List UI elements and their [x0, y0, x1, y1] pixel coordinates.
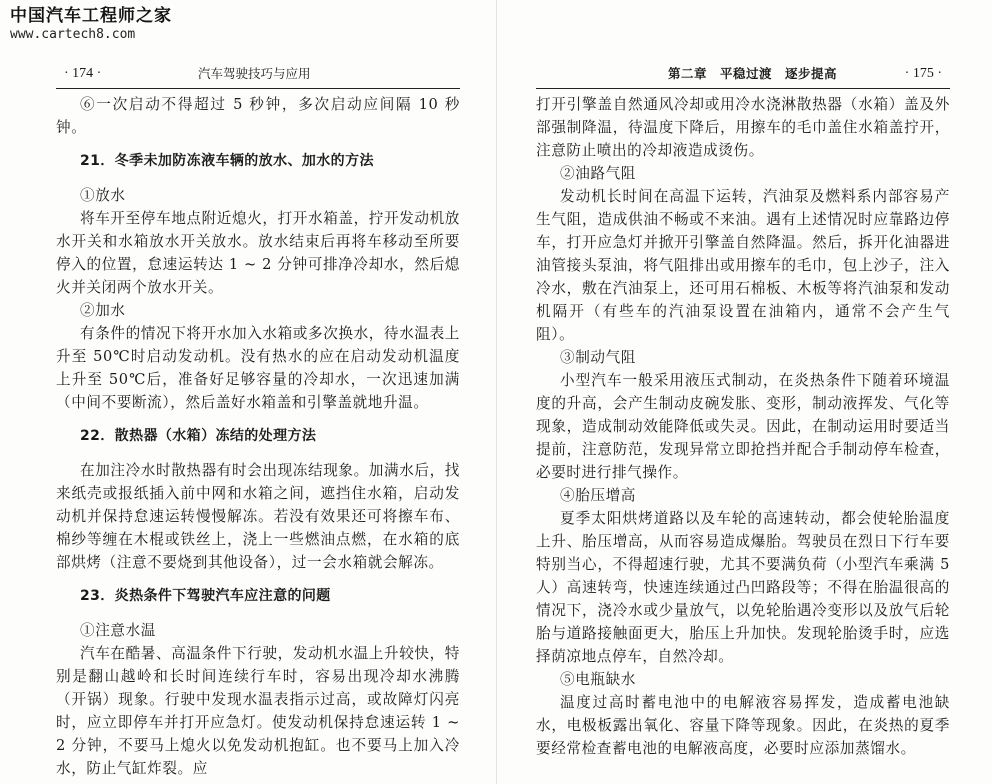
left-running-head	[56, 60, 460, 89]
paragraph: 汽车在酷暑、高温条件下行驶，发动机水温上升较快，特别是翻山越岭和长时间连续行车时，容易出现冷却水沸腾（开锅）现象。行驶中发现水温表指示过高，或故障灯闪亮时，应立即停车并打开应急灯。使发动机保持怠速运转 1 ~ 2 分钟，不要马上熄火以免发动机抱缸。也不要马上加入冷水，防止气缸炸裂。应	[56, 645, 460, 777]
subheading: ④胎压增高	[560, 487, 636, 504]
watermark	[10, 6, 172, 44]
book-gutter	[496, 0, 497, 784]
watermark-site-title: 中国汽车工程师之家	[10, 6, 172, 26]
paragraph: 将车开至停车地点附近熄火，打开水箱盖，拧开发动机放水开关和水箱放水开关放水。放水结束后再将车移动至所要停入的位置，怠速运转达 1 ~ 2 分钟可排净冷却水，然后熄火并关闭两个放水开关。	[56, 210, 460, 296]
section-heading-21: 21．冬季未加防冻液车辆的放水、加水的方法	[80, 153, 374, 169]
subheading: ③制动气阻	[560, 349, 636, 366]
paragraph: 发动机长时间在高温下运转，汽油泵及燃料系内部容易产生气阻，造成供油不畅或不来油。遇有上述情况时应靠路边停车，打开应急灯并掀开引擎盖自然降温。然后，拆开化油器进油管接头泵油，将气阻排出或用擦车的毛巾，包上沙子，注入冷水，敷在汽油泵上，还可用石棉板、木板等将汽油泵和发动机隔开（有些车的汽油泵设置在油箱内，通常不会产生气阻）。	[536, 188, 950, 343]
subheading: ②油路气阻	[560, 165, 636, 182]
subheading: ①注意水温	[80, 622, 156, 639]
left-running-title: 汽车驾驶技巧与应用	[198, 66, 311, 81]
right-running-title: 第二章 平稳过渡 逐步提高	[668, 66, 838, 81]
left-page-body	[56, 93, 460, 780]
paragraph: 小型汽车一般采用液压式制动，在炎热条件下随着环境温度的升高，会产生制动皮碗发胀、变形，制动液挥发、气化等现象，造成制动效能降低或失灵。因此，在制动运用时要适当提前，注意防范，发现异常立即抢挡并配合手制动停车检查，必要时进行排气操作。	[536, 372, 950, 481]
watermark-url[interactable]: www.cartech8.com	[10, 27, 136, 42]
right-page-number: · 175 ·	[904, 66, 942, 81]
left-page	[56, 60, 460, 780]
paragraph: 打开引擎盖自然通风冷却或用冷水浇淋散热器（水箱）盖及外部强制降温，待温度下降后，用擦车的毛巾盖住水箱盖拧开，注意防止喷出的冷却液造成烫伤。	[536, 96, 950, 159]
paragraph: 夏季太阳烘烤道路以及车轮的高速转动，都会使轮胎温度上升、胎压增高，从而容易造成爆胎。驾驶员在烈日下行车要特别当心，不得超速行驶，尤其不要满负荷（小型汽车乘满 5 人）高速转弯，快速连续通过凸凹路段等；不得在胎温很高的情况下，浇冷水或少量放气，以免轮胎遇冷变形以及放气后轮胎与道路接触面更大，胎压上升加快。发现轮胎烫手时，应选择荫凉地点停车，自然冷却。	[536, 510, 950, 665]
section-heading-22: 22．散热器（水箱）冻结的处理方法	[80, 428, 317, 444]
right-page	[536, 60, 950, 760]
paragraph: 在加注冷水时散热器有时会出现冻结现象。加满水后，找来纸壳或报纸插入前中网和水箱之间，遮挡住水箱，启动发动机并保持怠速运转慢慢解冻。若没有效果还可将擦车布、棉纱等缠在木棍或铁丝上，浇上一些燃油点燃，在水箱的底部烘烤（注意不要烧到其他设备），过一会水箱就会解冻。	[56, 462, 460, 571]
paragraph: ⑥一次启动不得超过 5 秒钟，多次启动应间隔 10 秒钟。	[56, 96, 460, 136]
paragraph: 温度过高时蓄电池中的电解液容易挥发，造成蓄电池缺水，电极板露出氧化、容量下降等现象。因此，在炎热的夏季要经常检查蓄电池的电解液高度，必要时应添加蒸馏水。	[536, 694, 950, 757]
left-page-number: · 174 ·	[64, 66, 102, 81]
paragraph: 有条件的情况下将开水加入水箱或多次换水，待水温表上升至 50℃时启动发动机。没有热水的应在启动发动机温度上升至 50℃后，准备好足够容量的冷却水，一次迅速加满（中间不要断流），然后盖好水箱盖和引擎盖就地升温。	[56, 325, 460, 411]
subheading: ①放水	[80, 187, 126, 204]
right-page-body	[536, 93, 950, 760]
subheading: ⑤电瓶缺水	[560, 671, 636, 688]
section-heading-23: 23．炎热条件下驾驶汽车应注意的问题	[80, 588, 331, 604]
subheading: ②加水	[80, 302, 126, 319]
right-running-head	[536, 60, 950, 89]
